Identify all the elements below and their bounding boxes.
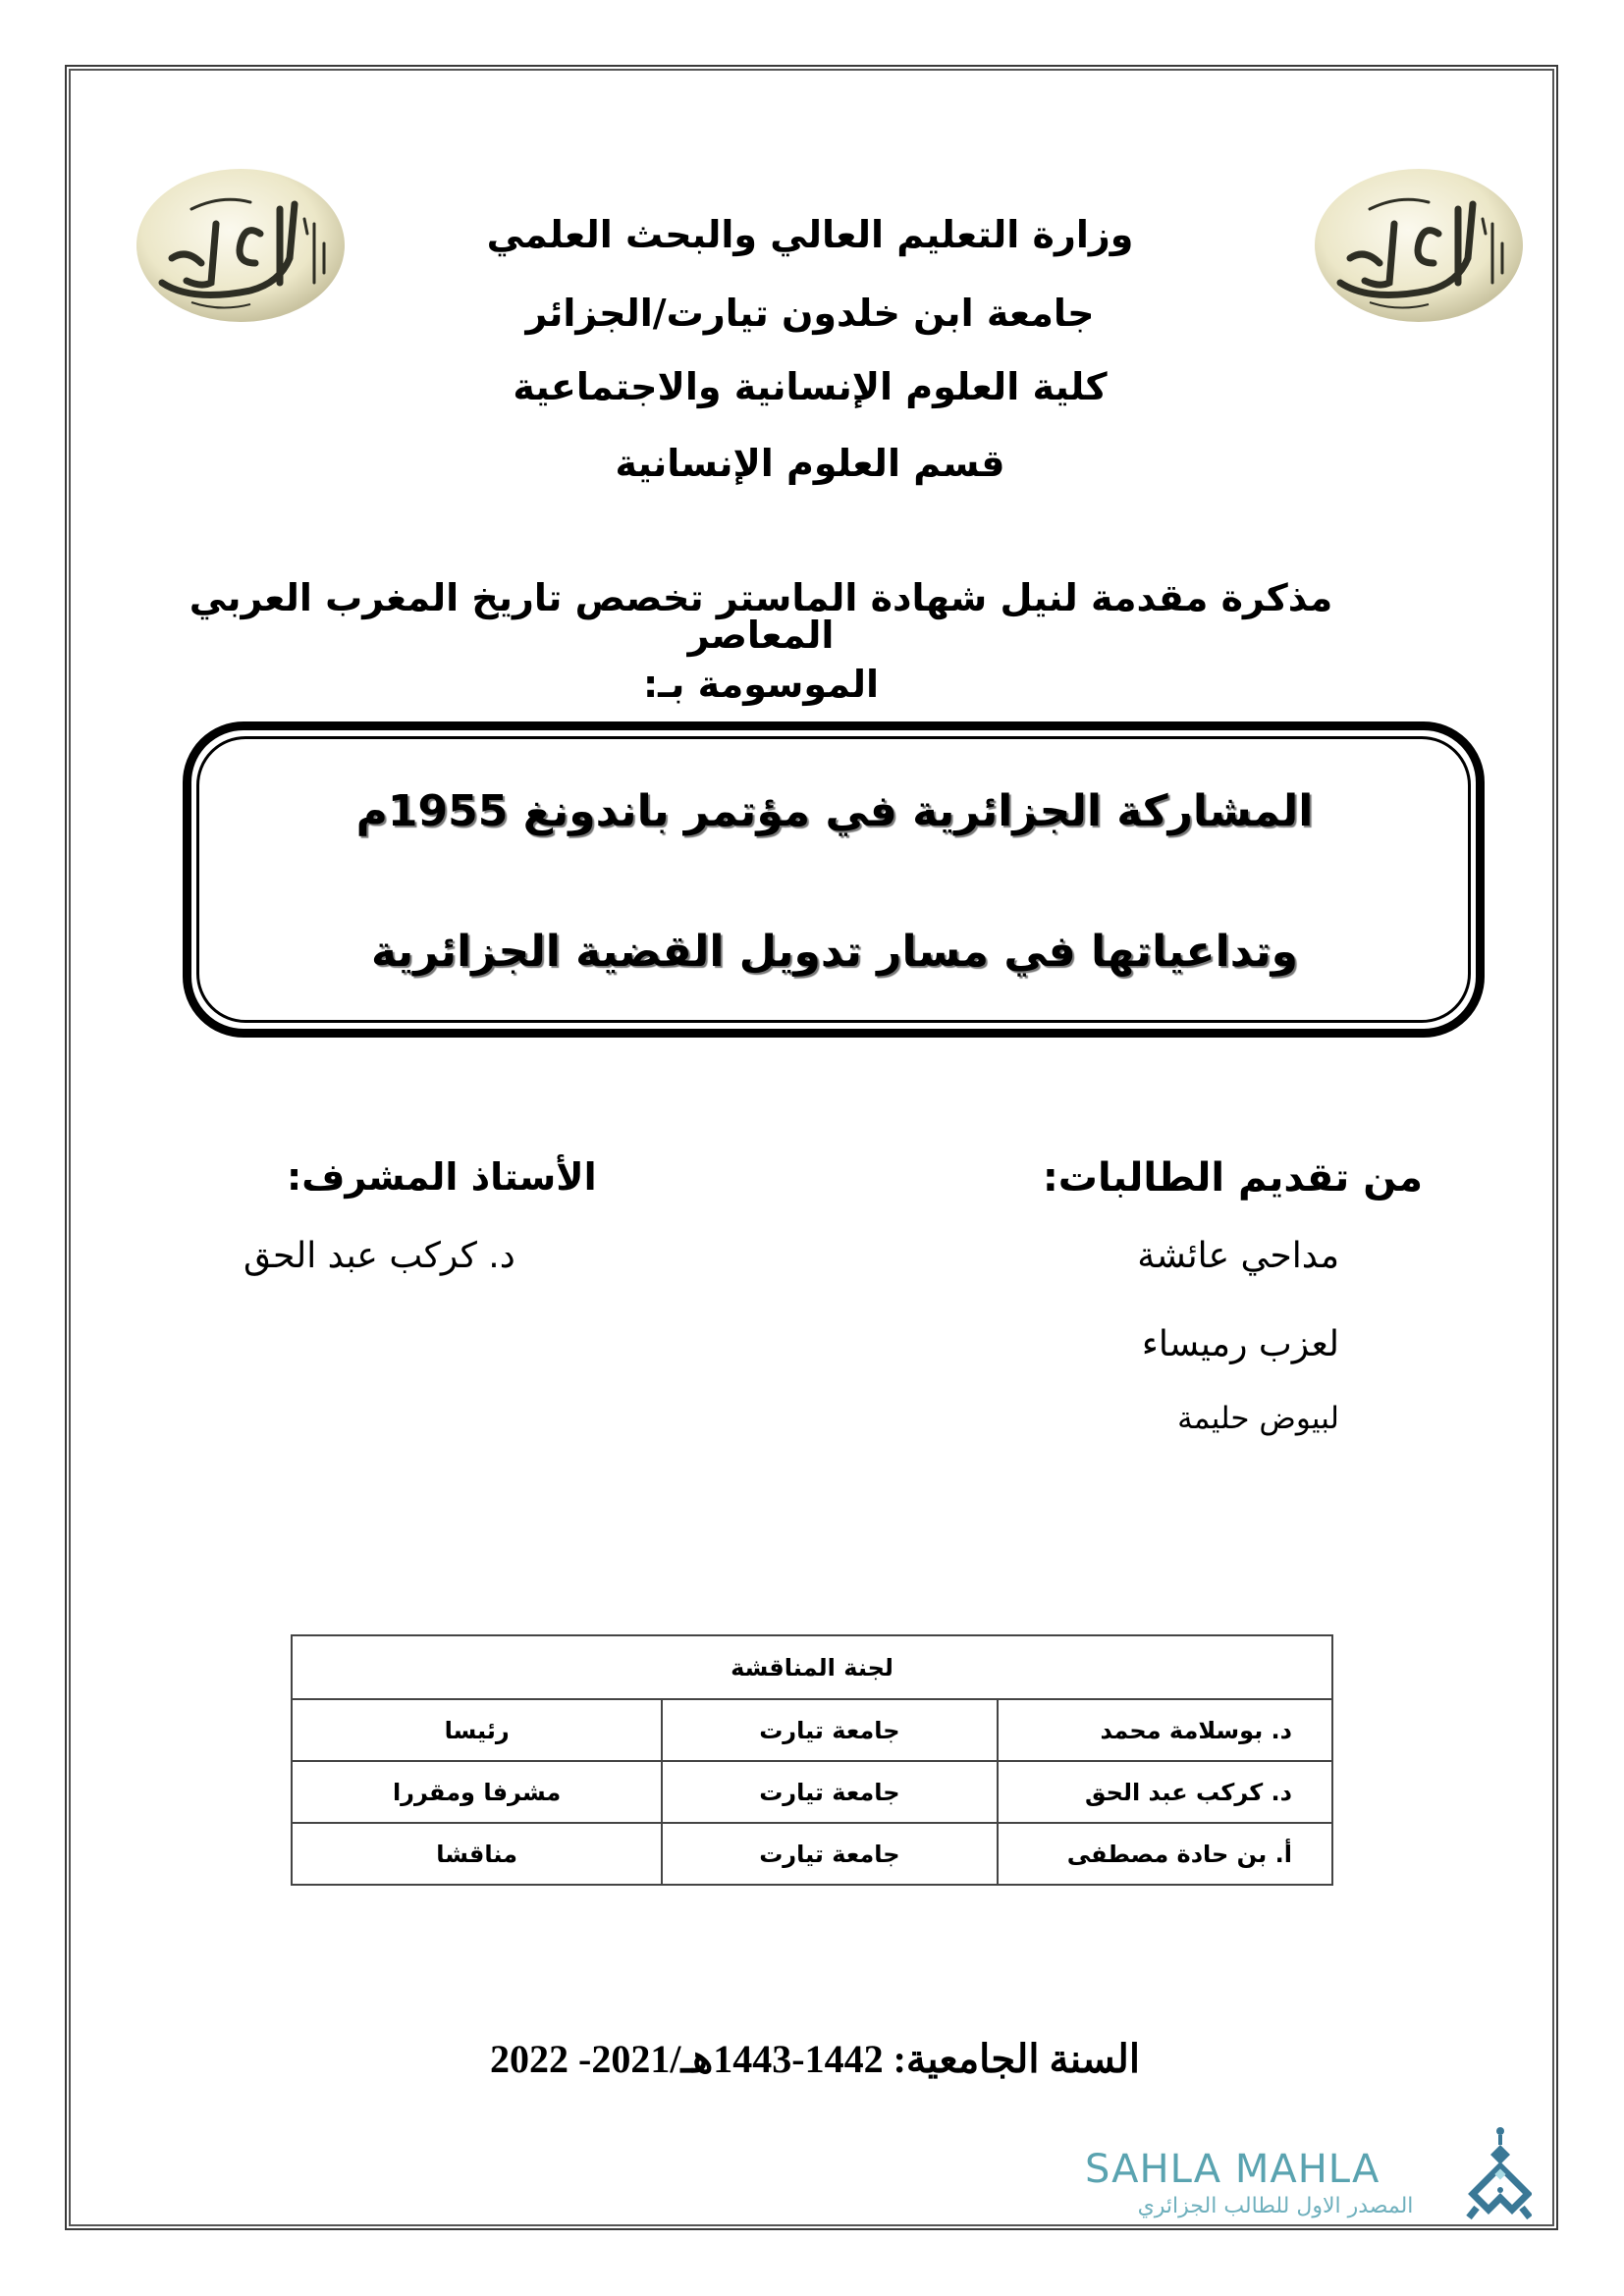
member-university: جامعة تيارت — [662, 1699, 997, 1761]
student-name: مداحي عائشة — [1137, 1236, 1339, 1276]
memo-titled-label: الموسومة بـ: — [642, 663, 880, 706]
academic-year — [432, 2037, 1198, 2081]
table-row — [292, 1699, 1332, 1761]
committee-header-row — [292, 1635, 1332, 1699]
thesis-title-line-2: وتداعياتها في مسار تدويل القضية الجزائرية — [370, 927, 1298, 977]
table-row — [292, 1823, 1332, 1885]
member-university: جامعة تيارت — [662, 1761, 997, 1823]
academic-year-value: 1442-1443هـ/2021- 2022 — [490, 2037, 884, 2081]
students-label: من تقديم الطالبات: — [1042, 1155, 1423, 1201]
university-seal-icon — [1311, 165, 1527, 327]
sahla-mahla-logo-icon — [1463, 2125, 1532, 2223]
sahla-mahla-watermark — [1085, 2125, 1546, 2223]
watermark-title: SAHLA MAHLA — [1085, 2147, 1380, 2192]
ministry-name: وزارة التعليم العالي والبحث العلمي — [486, 213, 1134, 256]
member-role: مشرفا ومقررا — [292, 1761, 662, 1823]
committee-title: لجنة المناقشة — [292, 1635, 1332, 1699]
table-row — [292, 1761, 1332, 1823]
memo-description: مذكرة مقدمة لنيل شهادة الماستر تخصص تاريخ المغرب العربي المعاصر — [189, 576, 1333, 657]
watermark-subtitle: المصدر الاول للطالب الجزائري — [1137, 2194, 1414, 2218]
university-seal-icon — [133, 165, 349, 327]
department-name: قسم العلوم الإنسانية — [615, 442, 1005, 485]
supervisor-label: الأستاذ المشرف: — [287, 1155, 597, 1199]
student-name: لبيوض حليمة — [1177, 1401, 1339, 1436]
member-university: جامعة تيارت — [662, 1823, 997, 1885]
member-name: د. كركب عبد الحق — [998, 1761, 1332, 1823]
member-role: رئيسا — [292, 1699, 662, 1761]
faculty-name: كلية العلوم الإنسانية والاجتماعية — [513, 365, 1108, 408]
title-frame-inner — [196, 736, 1471, 1023]
committee-table — [291, 1634, 1333, 1886]
member-role: مناقشا — [292, 1823, 662, 1885]
student-name: لعزب رميساء — [1141, 1324, 1339, 1364]
member-name: أ. بن حادة مصطفى — [998, 1823, 1332, 1885]
university-name: جامعة ابن خلدون تيارت/الجزائر — [525, 292, 1095, 335]
academic-year-label: السنة الجامعية: — [893, 2037, 1140, 2081]
thesis-title-line-1: المشاركة الجزائرية في مؤتمر باندونغ 1955م — [355, 786, 1314, 836]
member-name: د. بوسلامة محمد — [998, 1699, 1332, 1761]
supervisor-name: د. كركب عبد الحق — [244, 1236, 515, 1276]
